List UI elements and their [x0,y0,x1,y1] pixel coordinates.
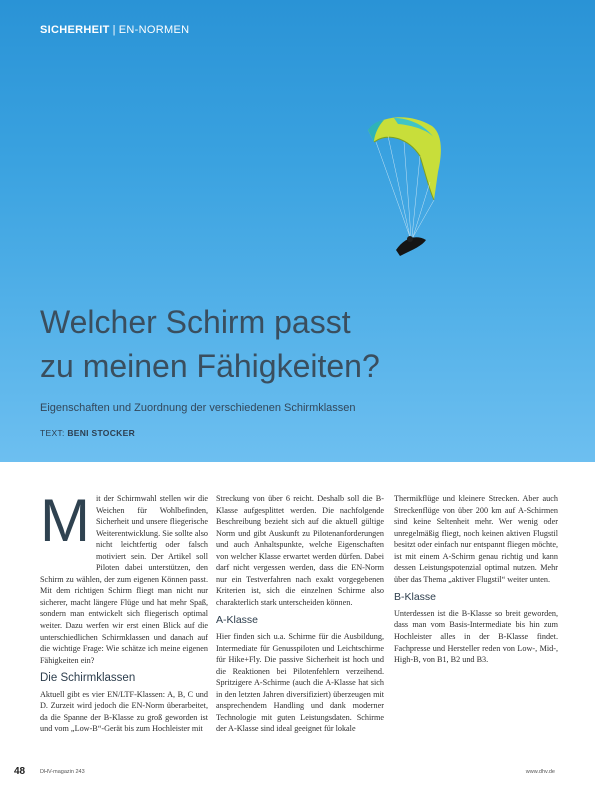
paragraph-a-klasse-cont: Thermikflüge und kleinere Strecken. Aber auch Streckenflüge von über 200 km auf A-Schirmen sind keine Seltenheit mehr. Wer wenig oder unregelmäßig fliegt, noch keinen aktiven Flugstil besitzt oder einfach nur entspannt fliegen möchte, ist mit einem A-Schirm genau richtig und kann dessen Leistungspotenzial optimal nutzen. Mehr über das Thema „aktiver Flugstil“ weiter unten. [394,494,558,584]
pilot-helmet [407,236,413,242]
section-tag [40,24,189,36]
text-column-1 [40,487,208,735]
paragraph-a-klasse: Hier finden sich u.a. Schirme für die Ausbildung, Intermediate für Genusspiloten und Leichtschirme für Hike+Fly. Die passive Sicherheit ist hoch und die Reaktionen bei Pilotenfehlern verzeihend. Spritzigere A-Schirme (auch die A-Klasse hat sich in den letzten Jahren diversifiziert) überzeugen mit ansprechendem Handling und dank moderner Technologie mit guten Leistungsdaten. Schirme der A-Klasse sind ideal geeignet für lokale [216,632,384,734]
intro-text: it der Schirmwahl stellen wir die Weichen für Wohlbefinden, Sicherheit und unsere fliegerische Weiterentwicklung. Sie sollte also nicht leichtfertig oder falsch motiviert sein. Der Artikel soll Piloten dabei unterstützen, den Schirm zu wählen, der zum eigenen Können passt. Mit dem richtigen Schirm fliegt man nicht nur sicherer, macht längere Flüge und hat mehr Spaß, sondern man entwickelt sich fliegerisch optimal weiter. Dazu werfen wir erst einen Blick auf die unterschiedlichen Schirmklassen und danach auf die wichtige Frage: Wie schätze ich meine eigenen Fähigkeiten ein? [40,494,208,665]
article-title [40,300,380,388]
byline-author: BENI STOCKER [67,428,136,438]
page-number: 48 [14,766,26,777]
byline [40,428,135,438]
subsection-label: EN-NORMEN [118,24,190,36]
section-separator: | [112,24,116,36]
paragraph-schirmklassen-cont: Streckung von über 6 reicht. Deshalb soll die B-Klasse aufgesplittet werden. Die nachfolgende Beschreibung bezieht sich auf die aktuell gültige Norm und gibt Auskunft zu Pilotenanforderungen und auch Anhaltspunkte, welche Eigenschaften von welcher Klasse erwartet werden dürfen. Dabei darf nicht vergessen werden, dass die EN-Norm nur ein Testverfahren nach exakt vorgegebenen Kriterien ist, sich die einzelnen Schirme also charakterlich stark unterscheiden können. [216,494,384,607]
paragraph-schirmklassen: Aktuell gibt es vier EN/LTF-Klassen: A, B, C und D. Zurzeit wird jedoch die EN-Norm überarbeitet, da die Spanne der B-Klasse zu groß geworden ist und vom „Low-B“-Gerät bis zum Hochleister mit [40,689,208,734]
text-column-2 [216,493,384,735]
intro-paragraph [40,487,208,666]
byline-label: TEXT: [40,428,65,438]
text-column-3 [394,493,558,666]
title-line-2: zu meinen Fähigkeiten? [40,348,380,384]
title-line-1: Welcher Schirm passt [40,304,351,340]
paraglider-wing [368,117,441,200]
section-label: SICHERHEIT [40,24,110,36]
article-subtitle: Eigenschaften und Zuordnung der verschiedenen Schirmklassen [40,402,356,414]
website-url: www.dhv.de [525,769,555,775]
page-footer [0,766,595,786]
paragraph-b-klasse: Unterdessen ist die B-Klasse so breit geworden, dass man vom Basis-Intermediate bis hin zum Hochleister alles in der B-Klasse findet. Fachpresse und Hersteller reden von Low-, Mid-, High-B, von B1, B2 und B3. [394,608,558,665]
paraglider-illustration [360,112,450,272]
magazine-issue: DHV-magazin 243 [40,769,85,775]
heading-a-klasse: A-Klasse [216,614,259,627]
heading-b-klasse: B-Klasse [394,591,437,604]
dropcap: M [40,487,90,554]
heading-schirmklassen: Die Schirmklassen [40,672,136,685]
